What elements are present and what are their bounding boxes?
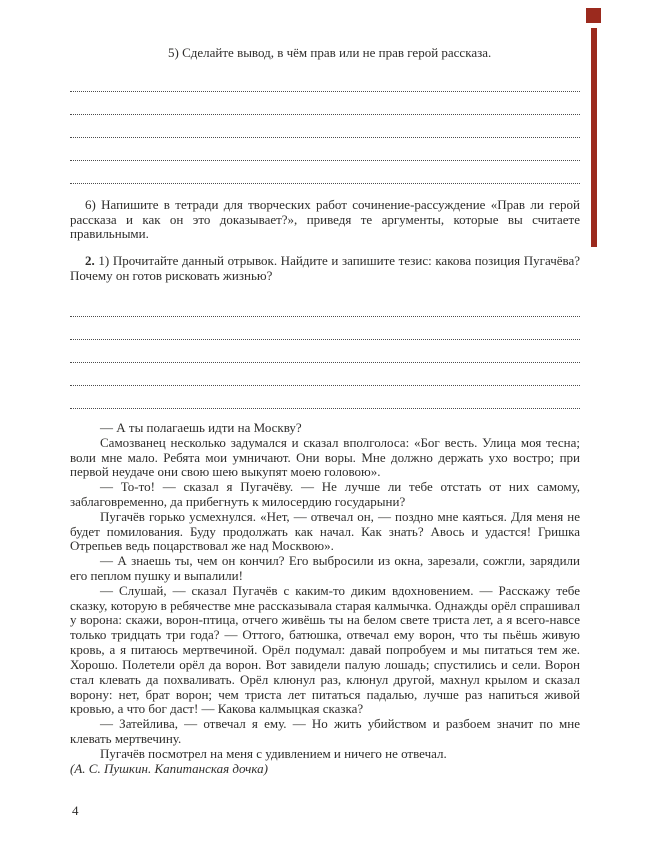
task-2-number: 2. xyxy=(85,253,95,269)
excerpt-paragraph: — Затейлива, — отвечал я ему. — Но жить убийством и разбоем значит по мне клевать мертвечину. xyxy=(70,716,580,746)
answer-lines-task-2 xyxy=(70,294,580,409)
task-6 xyxy=(70,198,580,242)
page-content xyxy=(70,46,580,776)
task-5-label: 5) xyxy=(168,45,179,60)
answer-line xyxy=(70,161,580,184)
task-2-1-text: Прочитайте данный отрывок. Найдите и запишите тезис: какова позиция Пугачёва? Почему он готов рисковать жизнью? xyxy=(70,253,581,284)
task-6-text: Напишите в тетради для творческих работ сочинение-рассуждение «Прав ли герой рассказа и как он это доказывает?», приведя те аргументы, которые вы считаете правильными. xyxy=(70,196,581,242)
answer-line xyxy=(70,317,580,340)
answer-line xyxy=(70,115,580,138)
answer-line xyxy=(70,340,580,363)
task-6-label: 6) xyxy=(85,196,96,212)
excerpt-paragraph: — А знаешь ты, чем он кончил? Его выбросили из окна, зарезали, сожгли, зарядили его пеплом пушку и выпалили! xyxy=(70,553,580,583)
answer-line xyxy=(70,386,580,409)
task-2-1-label: 1) xyxy=(98,253,110,269)
task-5 xyxy=(168,46,580,61)
answer-lines-task-5 xyxy=(70,69,580,184)
excerpt-paragraph: — Слушай, — сказал Пугачёв с каким-то диким вдохновением. — Расскажу тебе сказку, которую в ребячестве мне рассказывала старая калмычка. Однажды орёл спрашивал у ворона: скажи, ворон-птица, отчего живёшь ты на белом свете триста лет, а я всего-навсе только тридцать три года? — Оттого, батюшка, отвечал ему ворон, что ты пьёшь живую кровь, а я питаюсь мертвечиной. Орёл подумал: давай попробуем и мы питаться тем же. Хорошо. Полетели орёл да ворон. Вот завидели палую лошадь; спустились и сели. Ворон стал клевать да похваливать. Орёл клюнул раз, клюнул другой, махнул крылом и сказал ворону: нет, брат ворон; чем триста лет питаться падалью, лучше раз напиться живой кровью, а что бог даст! — Какова калмыцкая сказка? xyxy=(70,582,580,717)
answer-line xyxy=(70,138,580,161)
answer-line xyxy=(70,294,580,317)
answer-line xyxy=(70,92,580,115)
task-5-text: Сделайте вывод, в чём прав или не прав герой рассказа. xyxy=(182,45,492,60)
excerpt-paragraph: Самозванец несколько задумался и сказал вполголоса: «Бог весть. Улица моя тесна; воли мне мало. Ребята мои умничают. Они воры. Мне должно держать ухо востро; при первой неудаче они свою шею выкупят моею головою». xyxy=(70,434,580,480)
page-number: 4 xyxy=(72,803,79,818)
answer-line xyxy=(70,363,580,386)
section-edge-bar xyxy=(591,28,597,247)
excerpt-text xyxy=(70,421,580,777)
answer-line xyxy=(70,69,580,92)
excerpt-attribution: (А. С. Пушкин. Капитанская дочка) xyxy=(70,760,268,776)
excerpt-paragraph: — А ты полагаешь идти на Москву? xyxy=(100,419,302,435)
excerpt-paragraph: Пугачёв горько усмехнулся. «Нет, — отвечал он, — поздно мне каяться. Для меня не будет помилования. Буду продолжать как начал. Как знать? Авось и удастся! Гришка Отрепьев ведь поцарствовал же над Москвою». xyxy=(70,508,580,554)
task-2-1 xyxy=(70,254,580,284)
excerpt-paragraph: Пугачёв посмотрел на меня с удивлением и ничего не отвечал. xyxy=(100,745,447,761)
page-corner-marker xyxy=(586,8,601,23)
excerpt-paragraph: — То-то! — сказал я Пугачёву. — Не лучше ли тебе отстать от них самому, заблаговременно, да прибегнуть к милосердию государыни? xyxy=(70,479,580,509)
